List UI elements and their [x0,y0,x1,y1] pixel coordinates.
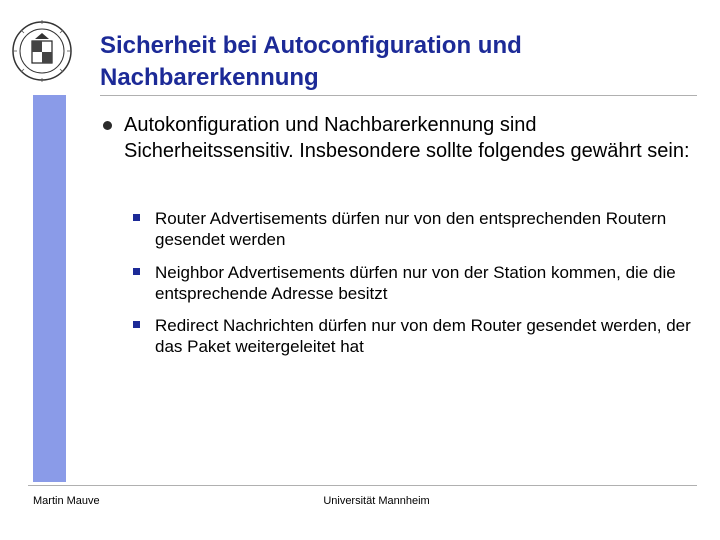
square-bullet-icon [133,321,140,328]
sub-bullet-item [133,315,693,357]
main-bullet-item [103,112,693,164]
title-divider [100,95,697,96]
main-bullet-text: Autokonfiguration und Nachbarerkennung sind Sicherheitssensitiv. Insbesondere sollte folgendes gewährt sein: [124,114,690,162]
footer-divider [28,485,697,486]
university-seal-logo [11,17,73,85]
sub-bullet-item [133,262,693,304]
round-bullet-icon [103,121,112,130]
sub-bullet-text: Router Advertisements dürfen nur von den entsprechenden Routern gesendet werden [155,209,667,249]
slide-title: Sicherheit bei Autoconfiguration und Nachbarerkennung [100,32,522,91]
sub-bullet-text: Redirect Nachrichten dürfen nur von dem Router gesendet werden, der das Paket weitergeleitet hat [155,316,691,356]
left-accent-bar [33,95,66,482]
square-bullet-icon [133,214,140,221]
footer-author: Martin Mauve [33,495,100,507]
sub-bullet-text: Neighbor Advertisements dürfen nur von der Station kommen, die die entsprechende Adresse besitzt [155,263,676,303]
footer-institution: Universität Mannheim [323,495,430,507]
square-bullet-icon [133,268,140,275]
sub-bullet-item [133,208,693,250]
